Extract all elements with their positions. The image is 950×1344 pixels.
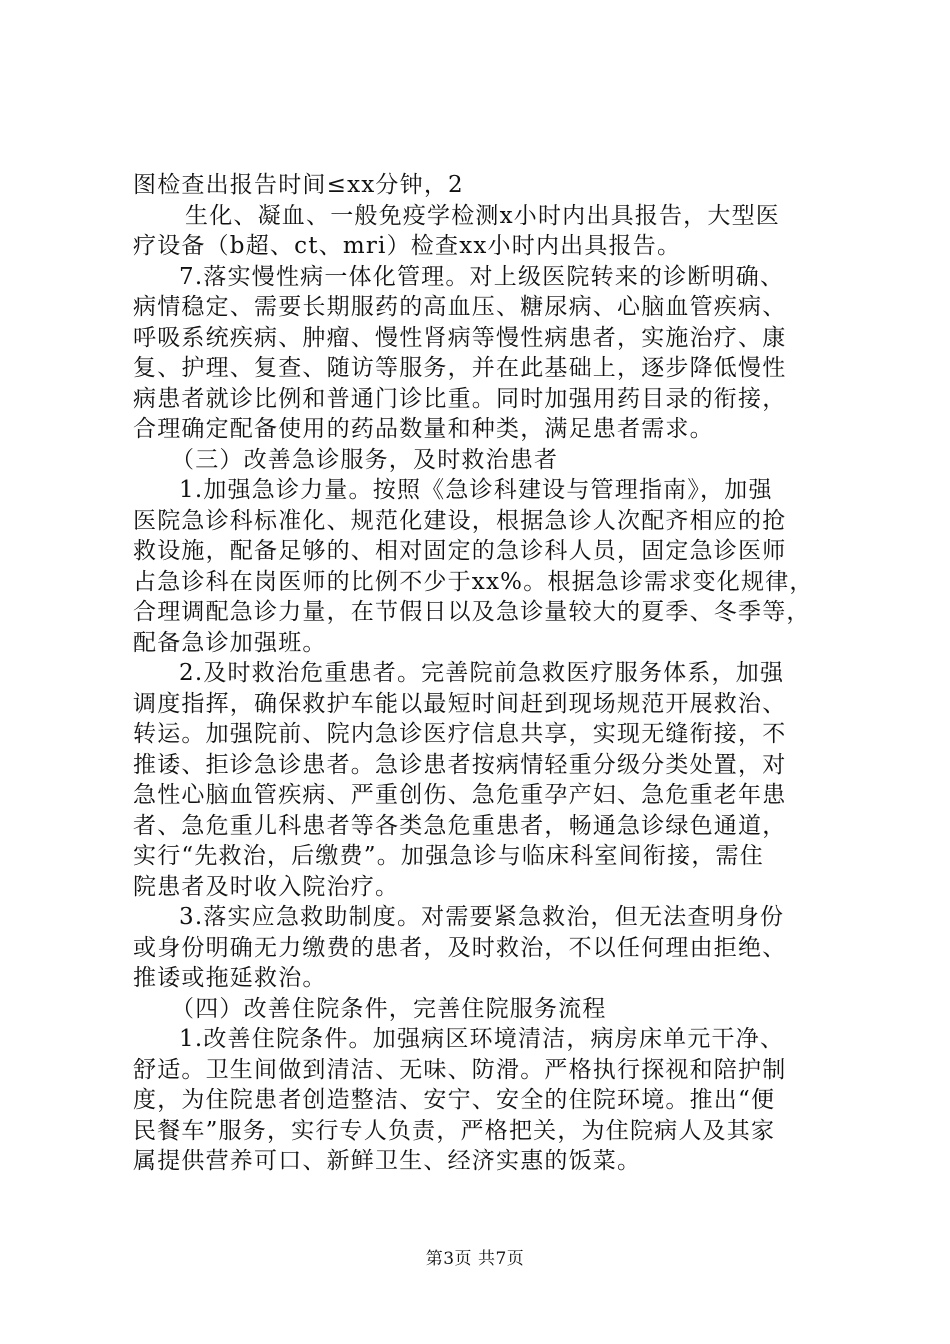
text-line: 2.及时救治危重患者。完善院前急救医疗服务体系，加强: [179, 660, 785, 686]
text-line: 生化、凝血、一般免疫学检测x小时内出具报告，大型医: [185, 202, 780, 229]
text-line: 或身份明确无力缴费的患者，及时救治，不以任何理由拒绝、: [133, 934, 787, 961]
text-line: 7.落实慢性病一体化管理。对上级医院转来的诊断明确、: [179, 263, 785, 290]
text-line: 复、护理、复查、随访等服务，并在此基础上，逐步降低慢性: [133, 355, 787, 381]
text-line: 调度指挥，确保救护车能以最短时间赶到现场规范开展救治、: [133, 690, 787, 717]
text-line: 院患者及时收入院治疗。: [133, 873, 400, 900]
text-line: 急性心脑血管疾病、严重创伤、急危重孕产妇、急危重老年患: [133, 782, 787, 808]
text-line: 舒适。卫生间做到清洁、无味、防滑。严格执行探视和陪护制: [133, 1056, 787, 1083]
text-line: 推诿或拖延救治。: [133, 965, 327, 991]
text-line: 病患者就诊比例和普通门诊比重。同时加强用药目录的衔接，: [133, 385, 787, 412]
text-line: 实行“先救治，后缴费”。加强急诊与临床科室间衔接，需住: [133, 843, 764, 869]
document-body: [133, 170, 833, 1177]
text-line: 疗设备（b超、ct、mri）检查xx小时内出具报告。: [133, 233, 682, 259]
text-line: 属提供营养可口、新鲜卫生、经济实惠的饭菜。: [133, 1148, 642, 1174]
text-line: 呼吸系统疾病、肿瘤、慢性肾病等慢性病患者，实施治疗、康: [133, 324, 787, 351]
text-line: 占急诊科在岗医师的比例不少于xx%。根据急诊需求变化规律，: [133, 568, 814, 595]
text-line: 病情稳定、需要长期服药的高血压、糖尿病、心脑血管疾病、: [133, 294, 787, 320]
text-line: 配备急诊加强班。: [133, 629, 327, 656]
text-line: （三）改善急诊服务，及时救治患者: [171, 446, 559, 473]
text-line: 者、急危重儿科患者等各类急危重患者，畅通急诊绿色通道，: [133, 812, 787, 839]
text-line: 转运。加强院前、院内急诊医疗信息共享，实现无缝衔接，不: [133, 721, 787, 747]
text-line: 合理确定配备使用的药品数量和种类，满足患者需求。: [133, 416, 714, 442]
text-line: （四）改善住院条件，完善住院服务流程: [171, 995, 607, 1022]
text-line: 救设施，配备足够的、相对固定的急诊科人员，固定急诊医师: [133, 538, 787, 564]
text-line: 图检查出报告时间≤xx分钟，2: [133, 172, 464, 198]
text-line: 医院急诊科标准化、规范化建设，根据急诊人次配齐相应的抢: [133, 507, 787, 534]
text-line: 推诿、拒诊急诊患者。急诊患者按病情轻重分级分类处置，对: [133, 751, 787, 778]
text-line: 1.加强急诊力量。按照《急诊科建设与管理指南》，加强: [179, 477, 773, 503]
page-footer: 第3页 共7页: [425, 1249, 525, 1269]
text-line: 民餐车”服务，实行专人负责，严格把关，为住院病人及其家: [133, 1117, 776, 1144]
text-line: 合理调配急诊力量，在节假日以及急诊量较大的夏季、冬季等，: [133, 599, 811, 625]
text-line: 3.落实应急救助制度。对需要紧急救治，但无法查明身份: [179, 904, 785, 930]
text-line: 1.改善住院条件。加强病区环境清洁，病房床单元干净、: [179, 1026, 785, 1052]
text-line: 度，为住院患者创造整洁、安宁、安全的住院环境。推出“便: [133, 1087, 776, 1113]
